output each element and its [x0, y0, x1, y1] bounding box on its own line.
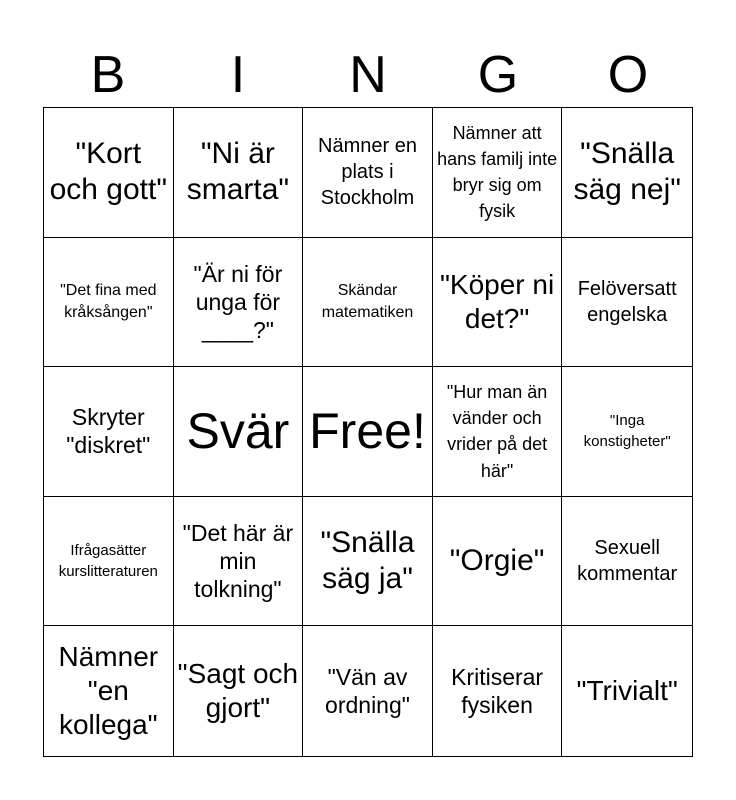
bingo-cell[interactable]: "Trivialt"	[576, 675, 678, 707]
bingo-cell[interactable]: "Köper ni det?"	[433, 238, 563, 368]
bingo-cell[interactable]: Sexuell kommentar	[562, 497, 692, 627]
bingo-cell[interactable]: "Snälla säg nej"	[562, 108, 692, 238]
bingo-cell[interactable]: "Inga konstigheter"	[562, 367, 692, 497]
bingo-cell-free[interactable]: Free!	[303, 367, 433, 497]
bingo-cell[interactable]: Kritiserar fysiken	[433, 626, 563, 756]
bingo-cell[interactable]: "Det här är min tolkning"	[174, 497, 304, 627]
bingo-cell[interactable]: Felöversatt engelska	[562, 238, 692, 368]
bingo-cell[interactable]: Nämner att hans familj inte bryr sig om fysik	[433, 108, 563, 238]
bingo-header	[43, 44, 693, 106]
bingo-cell[interactable]: "Det fina med kråksången"	[44, 238, 174, 368]
bingo-cell[interactable]: Skändar matematiken	[303, 238, 433, 368]
bingo-cell[interactable]: "Orgie"	[433, 497, 563, 627]
bingo-cell[interactable]: "Är ni för unga för ____?"	[174, 238, 304, 368]
header-letter-i: I	[230, 46, 246, 104]
bingo-cell[interactable]: Ifrågasätter kurslitteraturen	[44, 497, 174, 627]
bingo-grid	[43, 107, 693, 757]
bingo-cell[interactable]: "Snälla säg ja"	[303, 497, 433, 627]
bingo-cell[interactable]: "Sagt och gjort"	[174, 626, 304, 756]
bingo-cell[interactable]: Nämner "en kollega"	[44, 626, 174, 756]
header-letter-g: G	[477, 46, 519, 104]
bingo-cell[interactable]: Svär	[174, 367, 304, 497]
header-letter-b: B	[90, 46, 126, 104]
bingo-cell[interactable]: "Ni är smarta"	[174, 108, 304, 238]
bingo-cell[interactable]: "Kort och gott"	[44, 108, 174, 238]
bingo-cell[interactable]: "Vän av ordning"	[303, 626, 433, 756]
bingo-cell[interactable]: Nämner en plats i Stockholm	[303, 108, 433, 238]
header-letter-o: O	[607, 46, 649, 104]
bingo-cell[interactable]: Skryter "diskret"	[44, 367, 174, 497]
header-letter-n: N	[349, 46, 387, 104]
bingo-cell[interactable]: "Hur man än vänder och vrider på det här"	[433, 367, 563, 497]
